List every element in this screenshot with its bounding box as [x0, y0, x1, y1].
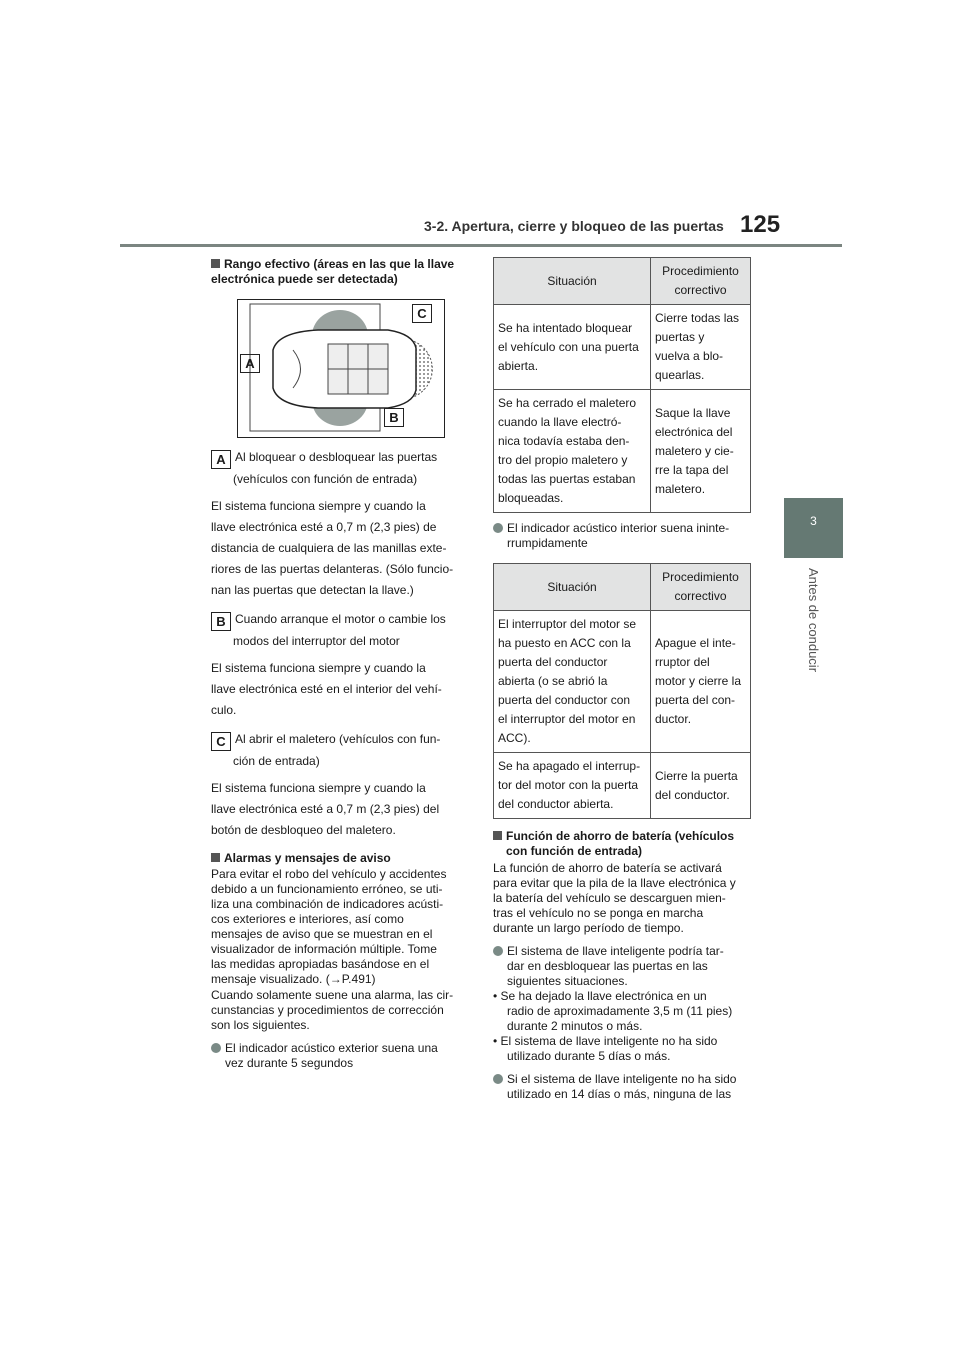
table-cell: Cierre la puerta del conductor. — [651, 753, 751, 819]
col-header-situation: Situación — [494, 564, 651, 611]
col-header-procedure: Procedimiento correctivo — [651, 258, 751, 305]
sub-bullet-key-left: • Se ha dejado la llave electrónica en un radio de aproximadamente 3,5 m (11 pies) durante 2 minutos o más. — [493, 989, 733, 1033]
label-c: C — [211, 732, 231, 751]
bullet-14-days: Si el sistema de llave inteligente no ha sido utilizado en 14 días o más, ninguna de las — [493, 1072, 753, 1102]
table-exterior-alarm — [493, 257, 751, 513]
header-rule — [120, 244, 842, 247]
table-cell: Apague el inte- rruptor del motor y cierre la puerta del con- ductor. — [651, 611, 751, 753]
col-header-procedure: Procedimiento correctivo — [651, 564, 751, 611]
page-number: 125 — [740, 211, 781, 238]
para-a: El sistema funciona siempre y cuando la llave electrónica esté a 0,7 m (2,3 pies) de distancia de cualquiera de las manillas exte- riores de las puertas delanteras. (Sólo funcio- nan las puertas que detectan la llave.) — [211, 499, 454, 597]
table-cell: Se ha intentado bloquear el vehículo con una puerta abierta. — [494, 305, 651, 390]
para-b: El sistema funciona siempre y cuando la llave electrónica esté en el interior del vehí- culo. — [211, 661, 442, 717]
chapter-number: 3 — [810, 514, 817, 528]
bullet-interior-buzzer: El indicador acústico interior suena ininte- rrumpidamente — [493, 521, 753, 551]
table-cell: Saque la llave electrónica del maletero y cie- rre la tapa del maletero. — [651, 390, 751, 513]
item-b: B Cuando arranque el motor o cambie los modos del interruptor del motor — [211, 609, 473, 652]
item-a: A Al bloquear o desbloquear las puertas (vehículos con función de entrada) — [211, 447, 473, 490]
heading-battery-saver: Función de ahorro de batería (vehículos con función de entrada) — [493, 829, 753, 859]
table-interior-alarm — [493, 563, 751, 819]
para-alarms: Para evitar el robo del vehículo y accidentes debido a un funcionamiento erróneo, se uti- liza una combinación de indicadores acústi- cos exteriores e interiores, así como mensajes de aviso que se muestran en el visualizador de información múltiple. Tome las medidas apropiadas basándose en el mensaje visualizado. (→P.491) — [211, 867, 447, 986]
table-cell: Se ha cerrado el maletero cuando la llave electró- nica todavía estaba den- tro del propio maletero y todas las puertas estaban bloqueadas. — [494, 390, 651, 513]
para-battery-saver: La función de ahorro de batería se activará para evitar que la pila de la llave electrónica y la batería del vehículo se descarguen mien- tras el vehículo no se ponga en marcha durante un largo período de tiempo. — [493, 861, 736, 935]
bullet-smart-key-delay: El sistema de llave inteligente podría tar- dar en desbloquear las puertas en las siguientes situaciones. — [493, 944, 753, 989]
diagram-label-a: A — [240, 354, 260, 373]
range-diagram — [237, 299, 445, 438]
para-c: El sistema funciona siempre y cuando la llave electrónica esté a 0,7 m (2,3 pies) del botón de desbloqueo del maletero. — [211, 781, 440, 837]
bullet-exterior-buzzer: El indicador acústico exterior suena una vez durante 5 segundos — [211, 1041, 473, 1071]
diagram-label-b: B — [384, 408, 404, 427]
diagram-label-c: C — [412, 304, 432, 323]
para-single-alarm: Cuando solamente suene una alarma, las cir- cunstancias y procedimientos de corrección son los siguientes. — [211, 988, 454, 1032]
right-column — [493, 257, 753, 1102]
table-cell: Cierre todas las puertas y vuelva a blo- quearlas. — [651, 305, 751, 390]
section-title: 3-2. Apertura, cierre y bloqueo de las puertas — [424, 218, 724, 234]
item-c: C Al abrir el maletero (vehículos con fun- ción de entrada) — [211, 729, 473, 772]
label-a: A — [211, 450, 231, 469]
heading-range: Rango efectivo (áreas en las que la llave electrónica puede ser detectada) — [211, 257, 455, 286]
col-header-situation: Situación — [494, 258, 651, 305]
chapter-label: Antes de conducir — [806, 567, 821, 673]
heading-alarms: Alarmas y mensajes de aviso — [211, 851, 473, 866]
label-b: B — [211, 612, 231, 631]
left-column — [211, 257, 473, 1071]
table-cell: El interruptor del motor se ha puesto en ACC con la puerta del conductor abierta (o se abrió la puerta del conductor con el interruptor del motor en ACC). — [494, 611, 651, 753]
table-cell: Se ha apagado el interrup- tor del motor con la puerta del conductor abierta. — [494, 753, 651, 819]
sub-bullet-not-used: • El sistema de llave inteligente no ha sido utilizado durante 5 días o más. — [493, 1034, 718, 1063]
